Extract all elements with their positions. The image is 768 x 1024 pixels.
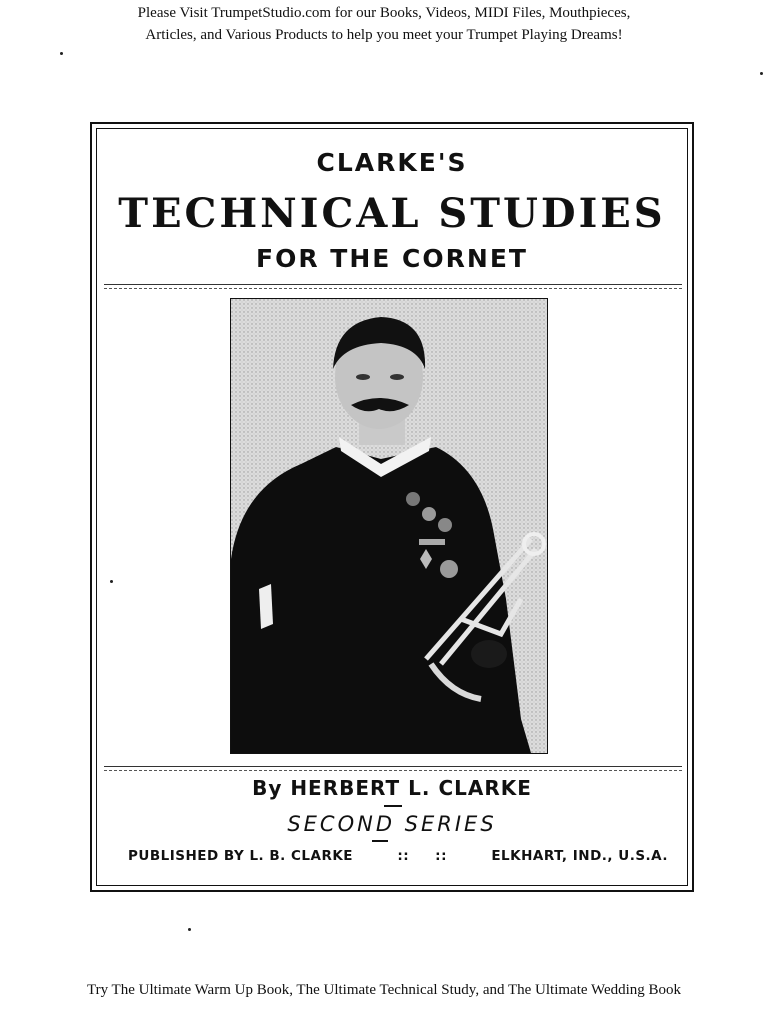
scan-speck bbox=[188, 928, 191, 931]
book-title: TECHNICAL STUDIES bbox=[118, 190, 666, 237]
publisher-line bbox=[128, 848, 668, 864]
header-note-line-1: Please Visit TrumpetStudio.com for our Books, Videos, MIDI Files, Mouthpieces, bbox=[137, 5, 631, 21]
title-subtitle: FOR THE CORNET bbox=[256, 244, 528, 273]
series-label: SECOND SERIES bbox=[287, 812, 497, 836]
publisher-separator: :: :: bbox=[397, 848, 447, 864]
portrait-photo bbox=[230, 298, 548, 754]
publisher-location: ELKHART, IND., U.S.A. bbox=[491, 848, 668, 864]
publisher-name: PUBLISHED BY L. B. CLARKE bbox=[128, 848, 354, 864]
footer-note: Try The Ultimate Warm Up Book, The Ultimate Technical Study, and The Ultimate Wedding Book bbox=[86, 982, 682, 998]
ornament-dash bbox=[384, 805, 402, 807]
header-note bbox=[0, 2, 768, 46]
author-byline: By HERBERT L. CLARKE bbox=[252, 776, 532, 800]
divider-bottom bbox=[104, 766, 682, 767]
divider-bottom-dashed bbox=[104, 770, 682, 771]
divider-top bbox=[104, 284, 682, 285]
scan-speck bbox=[760, 72, 763, 75]
header-note-line-2: Articles, and Various Products to help you meet your Trumpet Playing Dreams! bbox=[145, 27, 623, 43]
divider-top-dashed bbox=[104, 288, 682, 289]
portrait-illustration bbox=[231, 299, 547, 753]
scan-speck bbox=[60, 52, 63, 55]
title-small: CLARKE'S bbox=[316, 148, 468, 177]
ornament-dash bbox=[372, 840, 388, 842]
